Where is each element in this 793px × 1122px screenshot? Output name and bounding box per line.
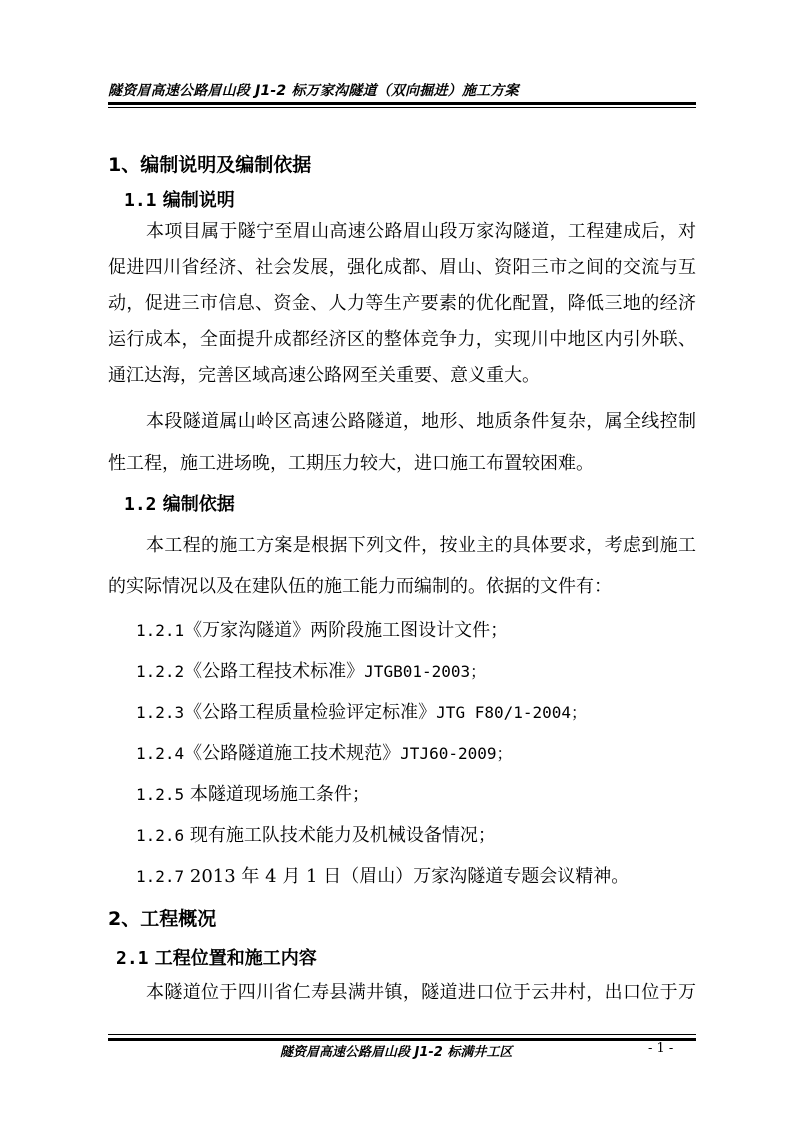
reference-text: 现有施工队技术能力及机械设备情况；	[184, 825, 496, 846]
header-rule-thin	[108, 107, 696, 108]
footer-rule-thin	[108, 1034, 696, 1035]
reference-number: 1.2.2	[136, 662, 185, 681]
reference-item	[136, 862, 629, 888]
paragraph-line: 的实际情况以及在建队伍的施工能力而编制的。依据的文件有：	[108, 576, 612, 597]
reference-text: 2013 年 4 月 1 日（眉山）万家沟隧道专题会议精神。	[184, 866, 630, 887]
reference-text: 本隧道现场施工条件；	[184, 784, 370, 805]
section-2-1-number: 2.1	[116, 948, 149, 969]
reference-item	[136, 657, 486, 683]
reference-number: 1.2.1	[136, 621, 185, 640]
reference-item	[136, 821, 496, 847]
section-1-1-heading	[124, 186, 235, 212]
paragraph-line: 运行成本，全面提升成都经济区的整体竞争力，实现川中地区内引外联、	[108, 329, 696, 350]
reference-item	[136, 698, 587, 724]
paragraph-line: 动，促进三市信息、资金、人力等生产要素的优化配置，降低三地的经济	[108, 293, 696, 314]
reference-text: 《公路工程质量检验评定标准》	[184, 702, 437, 723]
reference-number: 1.2.6	[136, 826, 185, 845]
section-1-2-title: 编制依据	[162, 494, 235, 515]
section-1-2-number: 1.2	[124, 494, 157, 515]
reference-number: 1.2.3	[136, 703, 185, 722]
section-2-heading: 2、工程概况	[108, 908, 217, 930]
paragraph-line: 性工程，施工进场晚，工期压力较大，进口施工布置较困难。	[108, 453, 594, 474]
running-header: 隧资眉高速公路眉山段 J1-2 标万家沟隧道（双向掘进）施工方案	[108, 83, 519, 99]
paragraph-line: 促进四川省经济、社会发展，强化成都、眉山、资阳三市之间的交流与互	[108, 257, 696, 278]
reference-item	[136, 780, 370, 806]
paragraph-line: 本隧道位于四川省仁寿县满井镇，隧道进口位于云井村，出口位于万	[146, 982, 696, 1003]
section-2-1-heading	[116, 944, 317, 970]
section-1-2-heading	[124, 490, 235, 516]
reference-text: 《万家沟隧道》两阶段施工图设计文件；	[184, 620, 509, 641]
reference-code: JTGB01-2003；	[364, 662, 487, 681]
paragraph-line: 本段隧道属山岭区高速公路隧道，地形、地质条件复杂，属全线控制	[146, 411, 696, 432]
section-1-heading: 1、编制说明及编制依据	[108, 154, 312, 176]
paragraph-line: 通江达海，完善区域高速公路网至关重要、意义重大。	[108, 365, 540, 386]
header-rule-thick	[108, 102, 696, 105]
page-number: - 1 -	[648, 1041, 674, 1056]
reference-text: 《公路隧道施工技术规范》	[184, 743, 401, 764]
section-1-1-number: 1.1	[124, 190, 157, 211]
section-1-1-title: 编制说明	[162, 190, 235, 211]
section-2-1-title: 工程位置和施工内容	[154, 948, 317, 969]
paragraph-line: 本项目属于隧宁至眉山高速公路眉山段万家沟隧道，工程建成后，对	[146, 221, 696, 242]
reference-code: JTG F80/1-2004；	[436, 703, 588, 722]
reference-code: JTJ60-2009；	[400, 744, 513, 763]
reference-item	[136, 739, 513, 765]
reference-number: 1.2.5	[136, 785, 185, 804]
reference-number: 1.2.7	[136, 867, 185, 886]
reference-item	[136, 616, 508, 642]
reference-number: 1.2.4	[136, 744, 185, 763]
reference-text: 《公路工程技术标准》	[184, 661, 365, 682]
paragraph-line: 本工程的施工方案是根据下列文件，按业主的具体要求，考虑到施工	[146, 535, 696, 556]
running-footer: 隧资眉高速公路眉山段 J1-2 标满井工区	[280, 1045, 513, 1060]
